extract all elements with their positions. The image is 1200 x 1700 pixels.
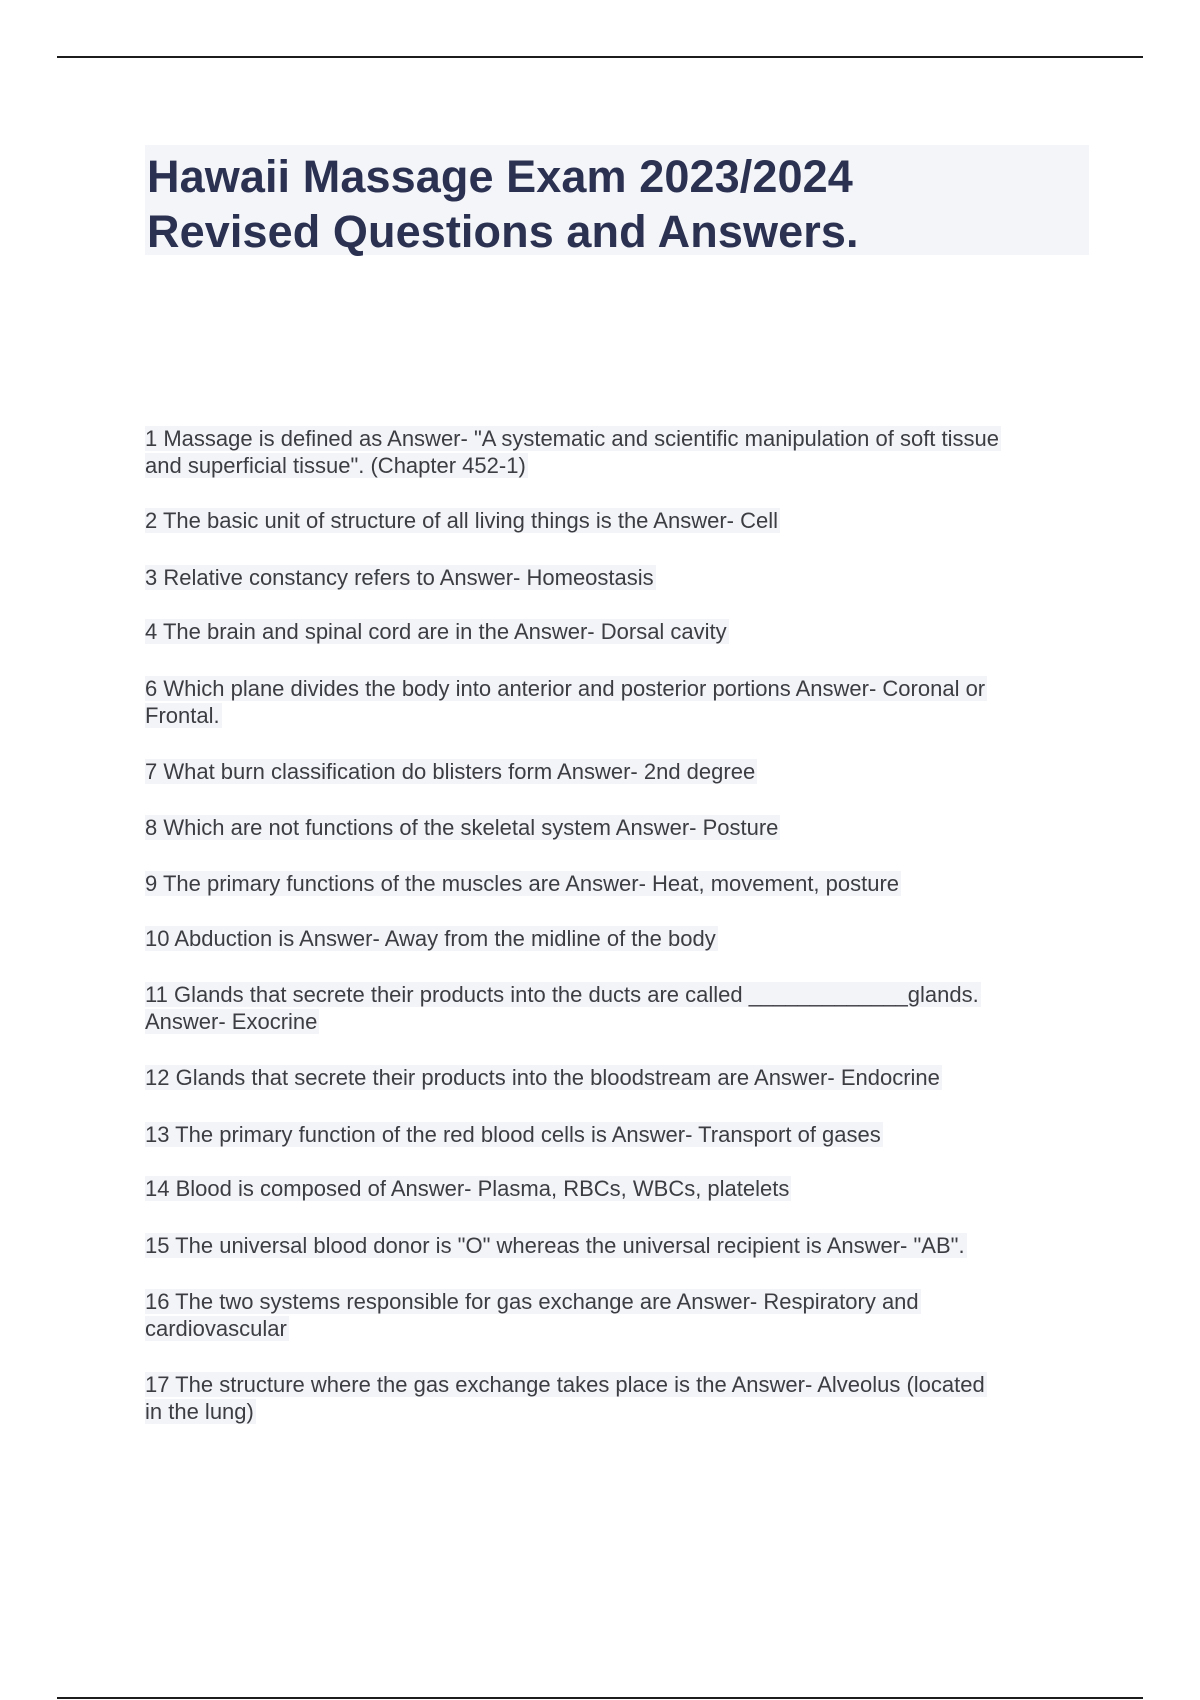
qa-line: 13 The primary function of the red blood cells is Answer- Transport of gases <box>145 1122 881 1147</box>
qa-line: 11 Glands that secrete their products into the ducts are called _____________glands. <box>145 982 979 1007</box>
qa-item-17 <box>145 1371 987 1425</box>
qa-item-3 <box>145 564 656 591</box>
qa-line: 3 Relative constancy refers to Answer- Homeostasis <box>145 565 654 590</box>
qa-item-15 <box>145 1232 967 1259</box>
qa-line: 14 Blood is composed of Answer- Plasma, RBCs, WBCs, platelets <box>145 1176 790 1201</box>
qa-item-7 <box>145 758 757 785</box>
qa-line: 9 The primary functions of the muscles are Answer- Heat, movement, posture <box>145 871 900 896</box>
qa-item-14 <box>145 1175 791 1202</box>
bottom-divider <box>57 1697 1143 1699</box>
qa-item-12 <box>145 1064 942 1091</box>
qa-line: 15 The universal blood donor is "O" whereas the universal recipient is Answer- "AB". <box>145 1233 965 1258</box>
qa-item-2 <box>145 507 780 534</box>
qa-line: 10 Abduction is Answer- Away from the midline of the body <box>145 926 716 951</box>
qa-line: in the lung) <box>145 1399 254 1424</box>
qa-line: 16 The two systems responsible for gas exchange are Answer- Respiratory and <box>145 1289 919 1314</box>
qa-line: 7 What burn classification do blisters form Answer- 2nd degree <box>145 759 756 784</box>
qa-line: 4 The brain and spinal cord are in the Answer- Dorsal cavity <box>145 619 727 644</box>
qa-line: 12 Glands that secrete their products into the bloodstream are Answer- Endocrine <box>145 1065 940 1090</box>
qa-line: Answer- Exocrine <box>145 1009 318 1034</box>
title-line-1: Hawaii Massage Exam 2023/2024 <box>147 151 853 202</box>
qa-item-8 <box>145 814 780 841</box>
qa-item-16 <box>145 1288 921 1342</box>
top-divider <box>57 56 1143 58</box>
title-line-2: Revised Questions and Answers. <box>147 206 859 257</box>
qa-line: 6 Which plane divides the body into anterior and posterior portions Answer- Coronal or <box>145 676 986 701</box>
qa-line: 8 Which are not functions of the skeletal system Answer- Posture <box>145 815 779 840</box>
qa-item-4 <box>145 618 729 645</box>
qa-item-11 <box>145 981 981 1035</box>
qa-line: Frontal. <box>145 703 220 728</box>
qa-line: 1 Massage is defined as Answer- "A systematic and scientific manipulation of soft tissue <box>145 426 1000 451</box>
qa-line: cardiovascular <box>145 1316 287 1341</box>
qa-item-1 <box>145 425 1001 479</box>
qa-item-13 <box>145 1121 883 1148</box>
qa-item-9 <box>145 870 901 897</box>
qa-item-6 <box>145 675 987 729</box>
qa-line: 2 The basic unit of structure of all living things is the Answer- Cell <box>145 508 779 533</box>
qa-item-10 <box>145 925 718 952</box>
document-title <box>145 145 1089 255</box>
qa-line: 17 The structure where the gas exchange takes place is the Answer- Alveolus (located <box>145 1372 985 1397</box>
qa-line: and superficial tissue". (Chapter 452-1) <box>145 453 526 478</box>
